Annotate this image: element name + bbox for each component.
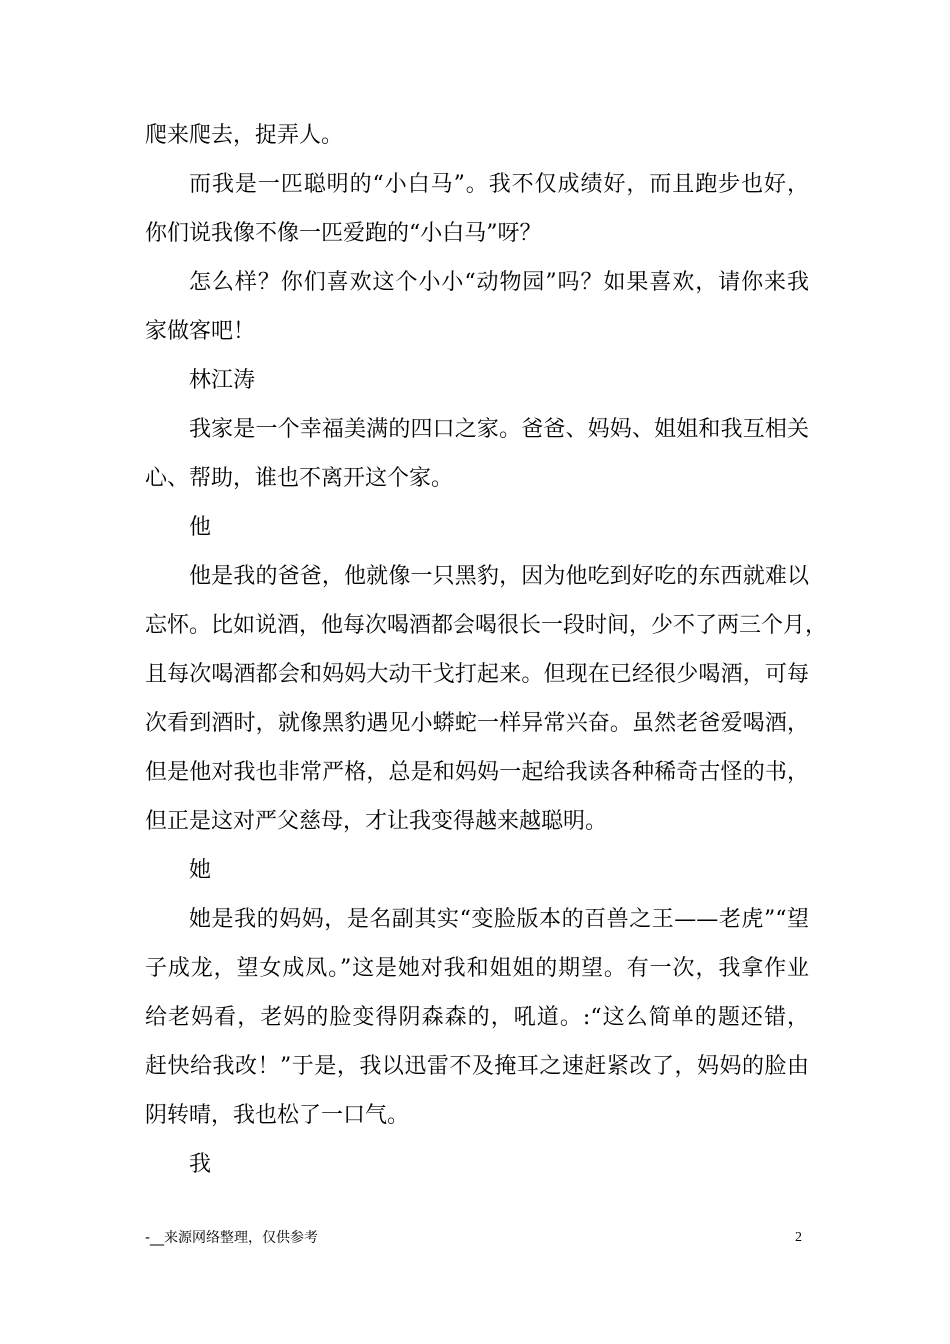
author-name: 林江涛 [189,368,256,393]
paragraph-line: 子成龙，望女成凤。”这是她对我和姐姐的期望。有一次，我拿作业 [145,956,809,981]
paragraph-line: 次看到酒时，就像黑豹遇见小蟒蛇一样异常兴奋。虽然老爸爱喝酒， [145,711,809,736]
section-heading: 她 [189,858,212,883]
paragraph-line: 家做客吧！ [145,319,256,344]
paragraph-line: 但是他对我也非常严格，总是和妈妈一起给我读各种稀奇古怪的书， [145,760,809,785]
paragraph-line: 心、帮助，谁也不离开这个家。 [145,466,454,491]
paragraph-line: 你们说我像不像一匹爱跑的“小白马”呀？ [145,221,542,246]
section-heading: 我 [189,1152,212,1177]
page-number: 2 [795,1230,802,1245]
paragraph-line: 而我是一匹聪明的“小白马”。我不仅成绩好，而且跑步也好， [189,172,809,197]
paragraph-line: 忘怀。比如说酒，他每次喝酒都会喝很长一段时间，少不了两三个月， [145,613,828,638]
paragraph-line: 怎么样？你们喜欢这个小小“动物园”吗？如果喜欢，请你来我 [189,270,809,295]
paragraph-line: 且每次喝酒都会和妈妈大动干戈打起来。但现在已经很少喝酒，可每 [145,662,809,687]
paragraph-line: 阴转晴，我也松了一口气。 [145,1103,410,1128]
paragraph-line: 赶快给我改！”于是，我以迅雷不及掩耳之速赶紧改了，妈妈的脸由 [145,1054,809,1079]
paragraph-line: 爬来爬去，捉弄人。 [145,123,344,148]
paragraph-line: 给老妈看，老妈的脸变得阴森森的，吼道。:“这么简单的题还错， [145,1005,809,1030]
page-body [145,111,828,1189]
footer-source-note: -__来源网络整理，仅供参考 [145,1230,319,1246]
section-heading: 他 [189,515,212,540]
paragraph-line: 她是我的妈妈，是名副其实“变脸版本的百兽之王——老虎”“望 [189,907,809,932]
paragraph-line: 我家是一个幸福美满的四口之家。爸爸、妈妈、姐姐和我互相关 [189,417,809,442]
paragraph-line: 但正是这对严父慈母，才让我变得越来越聪明。 [145,809,608,834]
paragraph-line: 他是我的爸爸，他就像一只黑豹，因为他吃到好吃的东西就难以 [189,564,809,589]
